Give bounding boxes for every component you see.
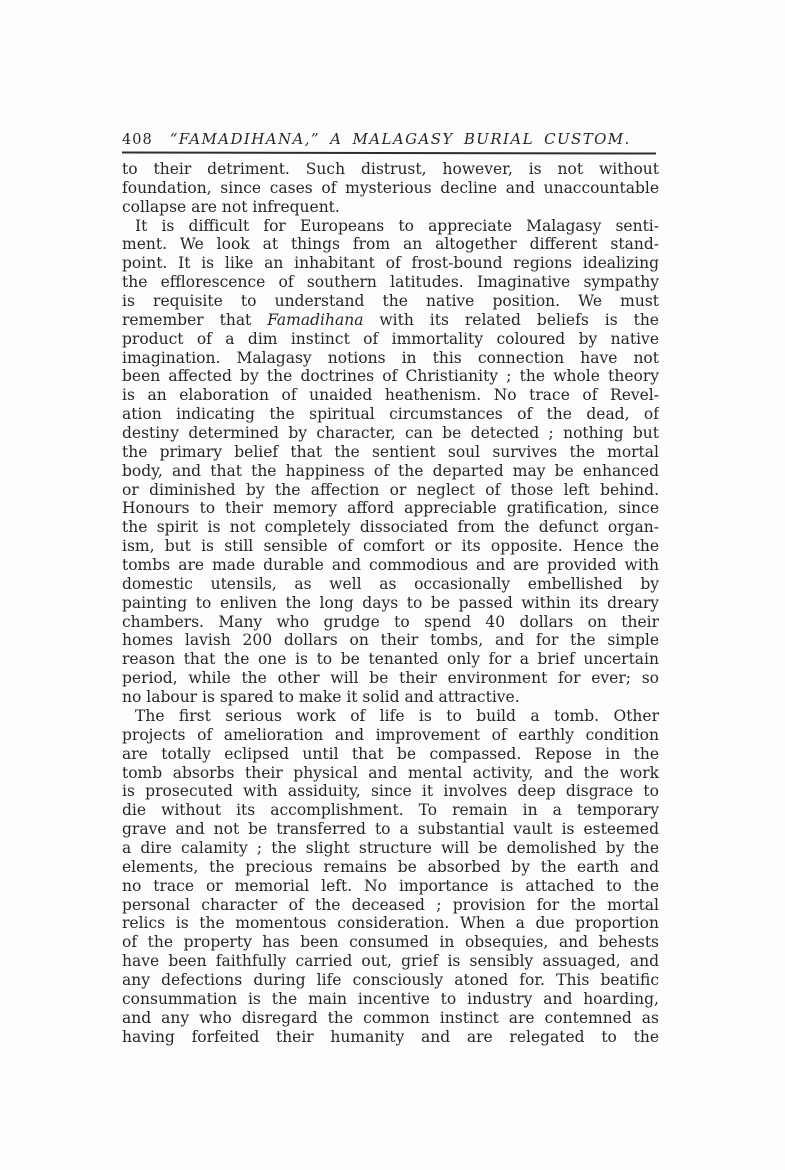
text-line: imagination. Malagasy notions in this connection have not bbox=[122, 348, 659, 367]
text-line: no trace or memorial left. No importance is attached to the bbox=[122, 876, 659, 895]
text-line: is prosecuted with assiduity, since it involves deep disgrace to bbox=[122, 782, 659, 801]
page-number: 408 bbox=[122, 132, 153, 148]
paragraph bbox=[122, 160, 659, 217]
text-line: ment. We look at things from an altogether different stand- bbox=[122, 235, 659, 254]
page-body bbox=[122, 160, 659, 1046]
text-line: having forfeited their humanity and are relegated to the bbox=[122, 1027, 659, 1046]
text-line: domestic utensils, as well as occasionally embellished by bbox=[122, 574, 659, 593]
text-line: Honours to their memory afford appreciable gratification, since bbox=[122, 499, 659, 518]
text-line: are totally eclipsed until that be compassed. Repose in the bbox=[122, 744, 659, 763]
text-line: any defections during life consciously atoned for. This beatific bbox=[122, 970, 659, 989]
text-line: chambers. Many who grudge to spend 40 dollars on their bbox=[122, 612, 659, 631]
text-line: ism, but is still sensible of comfort or its opposite. Hence the bbox=[122, 537, 659, 556]
text-line: painting to enliven the long days to be passed within its dreary bbox=[122, 593, 659, 612]
text-line: is an elaboration of unaided heathenism. No trace of Revel- bbox=[122, 386, 659, 405]
text-line: It is difficult for Europeans to appreciate Malagasy senti- bbox=[135, 216, 659, 235]
page-header bbox=[122, 130, 659, 148]
paragraph bbox=[122, 217, 659, 707]
text-line: consummation is the main incentive to industry and hoarding, bbox=[122, 989, 659, 1008]
text-line: or diminished by the affection or neglect of those left behind. bbox=[122, 480, 659, 499]
text-line: reason that the one is to be tenanted only for a brief uncertain bbox=[122, 650, 659, 669]
text-line: to their detriment. Such distrust, however, is not without bbox=[122, 160, 659, 178]
text-line: product of a dim instinct of immortality coloured by native bbox=[122, 329, 659, 348]
text-line: the efflorescence of southern latitudes. Imaginative sympathy bbox=[122, 273, 659, 292]
text-line: and any who disregard the common instinct are contemned as bbox=[122, 1008, 659, 1027]
running-title: “FAMADIHANA,” A MALAGASY BURIAL CUSTOM. bbox=[169, 130, 631, 148]
text-line: of the property has been consumed in obsequies, and behests bbox=[122, 933, 659, 952]
text-line: homes lavish 200 dollars on their tombs, and for the simple bbox=[122, 631, 659, 650]
text-line: elements, the precious remains be absorbed by the earth and bbox=[122, 857, 659, 876]
text-line: grave and not be transferred to a substantial vault is esteemed bbox=[122, 820, 659, 839]
paragraph bbox=[122, 707, 659, 1046]
text-line: collapse are not infrequent. bbox=[122, 197, 340, 216]
text-line: The first serious work of life is to build a tomb. Other bbox=[135, 706, 659, 725]
header-divider bbox=[122, 151, 656, 154]
text-line: body, and that the happiness of the departed may be enhanced bbox=[122, 461, 659, 480]
text-line: tombs are made durable and commodious and are provided with bbox=[122, 556, 659, 575]
text-line: tomb absorbs their physical and mental activity, and the work bbox=[122, 763, 659, 782]
text-line: die without its accomplishment. To remain in a temporary bbox=[122, 801, 659, 820]
text-line: the spirit is not completely dissociated from the defunct organ- bbox=[122, 518, 659, 537]
text-line: no labour is spared to make it solid and attractive. bbox=[122, 688, 520, 707]
text-line: projects of amelioration and improvement of earthly condition bbox=[122, 725, 659, 744]
text-line: period, while the other will be their environment for ever; so bbox=[122, 669, 659, 688]
text-line: remember that Famadihana with its related beliefs is the bbox=[122, 310, 659, 329]
text-line: the primary belief that the sentient soul survives the mortal bbox=[122, 442, 659, 461]
text-line: a dire calamity ; the slight structure will be demolished by the bbox=[122, 838, 659, 857]
text-line: been affected by the doctrines of Christianity ; the whole theory bbox=[122, 367, 659, 386]
text-line: destiny determined by character, can be detected ; nothing but bbox=[122, 424, 659, 443]
text-line: point. It is like an inhabitant of frost-bound regions idealizing bbox=[122, 254, 659, 273]
text-line: is requisite to understand the native position. We must bbox=[122, 292, 659, 311]
text-line: ation indicating the spiritual circumstances of the dead, of bbox=[122, 405, 659, 424]
text-line: personal character of the deceased ; provision for the mortal bbox=[122, 895, 659, 914]
text-line: have been faithfully carried out, grief is sensibly assuaged, and bbox=[122, 952, 659, 971]
text-line: foundation, since cases of mysterious decline and unaccountable bbox=[122, 178, 659, 197]
text-line: relics is the momentous consideration. When a due proportion bbox=[122, 914, 659, 933]
